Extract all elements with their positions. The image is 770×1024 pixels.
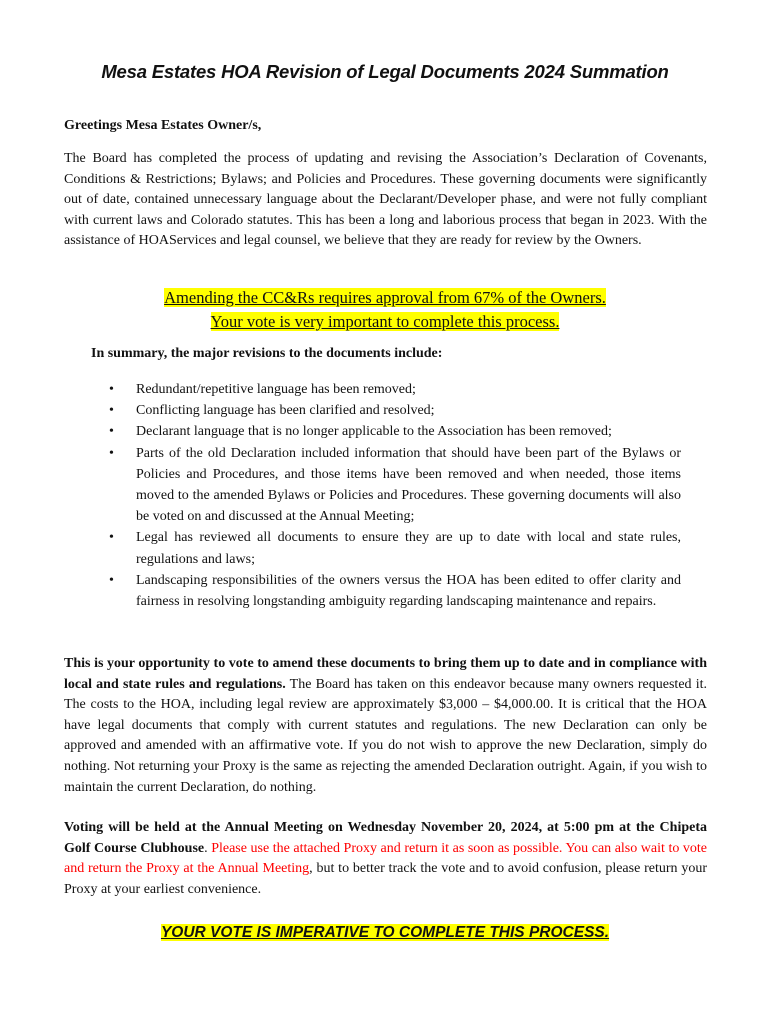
summary-heading: In summary, the major revisions to the documents include: xyxy=(91,346,443,361)
document-title: Mesa Estates HOA Revision of Legal Documents 2024 Summation xyxy=(101,61,669,82)
highlight-notice xyxy=(0,286,770,334)
list-item: • Landscaping responsibilities of the owners versus the HOA has been edited to offer clarity and fairness in resolving longstanding ambiguity regarding landscaping maintenance and repairs. xyxy=(136,570,681,612)
voting-text: , but to better track the vote and to avoid confusion, please return your Proxy at your earliest convenience. xyxy=(64,861,708,897)
list-item: • Conflicting language has been clarified and resolved; xyxy=(136,400,681,421)
revision-list xyxy=(136,379,681,612)
list-item: • Declarant language that is no longer applicable to the Association has been removed; xyxy=(136,421,681,442)
list-item: • Legal has reviewed all documents to ensure they are up to date with local and state rules, regulations and laws; xyxy=(136,527,681,569)
final-callout-text: YOUR VOTE IS IMPERATIVE TO COMPLETE THIS PROCESS. xyxy=(160,924,610,941)
list-item: • Redundant/repetitive language has been removed; xyxy=(136,379,681,400)
voting-bold-text: Voting will be held at the Annual Meeting on Wednesday November 20, 2024, at 5:00 pm at the Chipeta Golf Course Clubhouse xyxy=(64,820,707,856)
highlight-line-2: Your vote is very important to complete this process. xyxy=(210,312,560,331)
voting-paragraph xyxy=(64,818,707,900)
list-item: • Parts of the old Declaration included information that should have been part of the Bylaws or Policies and Procedures, and those items have been removed and when needed, those items moved to the amended Bylaws or Policies and Procedures. These governing documents will also be voted on and discussed at the Annual Meeting; xyxy=(136,443,681,528)
opportunity-paragraph xyxy=(64,654,707,798)
opportunity-text: The Board has taken on this endeavor because many owners requested it. The costs to the HOA, including legal review are approximately $3,000 – $4,000.00. It is critical that the HOA have legal documents that comply with current statutes and regulations. The new Declaration can only be approved and amended with an affirmative vote. If you do not wish to approve the new Declaration, simply do nothing. Not returning your Proxy is the same as rejecting the amended Declaration outright. Again, if you wish to maintain the current Declaration, do nothing. xyxy=(64,676,707,795)
final-callout xyxy=(0,924,770,942)
intro-paragraph: The Board has completed the process of updating and revising the Association’s Declaration of Covenants, Conditions & Restrictions; Bylaws; and Policies and Procedures. These governing documents were significantly out of date, contained unnecessary language about the Declarant/Developer phase, and were not fully compliant with current laws and Colorado statutes. This has been a long and laborious process that began in 2023. With the assistance of HOAServices and legal counsel, we believe that they are ready for review by the Owners. xyxy=(64,151,707,249)
greeting: Greetings Mesa Estates Owner/s, xyxy=(64,118,262,133)
voting-period: . xyxy=(204,840,212,856)
opportunity-bold-text: This is your opportunity to vote to amend these documents to bring them up to date and in compliance with local and state rules and regulations. xyxy=(64,656,707,692)
highlight-line-1: Amending the CC&Rs requires approval from 67% of the Owners. xyxy=(164,288,606,307)
voting-red-text: Please use the attached Proxy and return it as soon as possible. You can also wait to vote and return the Proxy at the Annual Meeting xyxy=(64,840,708,877)
